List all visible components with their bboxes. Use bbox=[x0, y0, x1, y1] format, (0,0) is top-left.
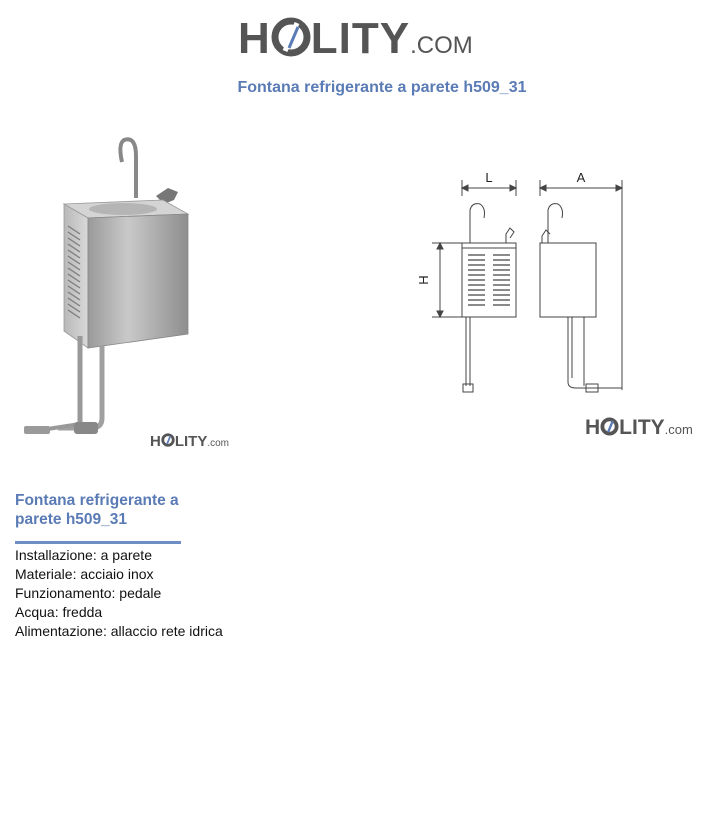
title-divider bbox=[15, 541, 181, 544]
spec-operation: Funzionamento: pedale bbox=[15, 585, 162, 601]
page-title: Fontana refrigerante a parete h509_31 bbox=[237, 79, 527, 96]
logo-o-icon bbox=[271, 14, 311, 64]
drawing-watermark-logo bbox=[585, 416, 693, 440]
product-title: Fontana refrigerante a parete h509_31 bbox=[15, 492, 179, 528]
photo-watermark-logo bbox=[150, 433, 229, 450]
photo-logo-o-icon bbox=[161, 433, 175, 450]
dimension-label-a: A bbox=[576, 170, 586, 185]
dimension-label-h: H bbox=[416, 275, 431, 285]
drawing-logo-com: .com bbox=[664, 422, 693, 437]
logo-letter-h: H bbox=[238, 14, 271, 63]
holity-logo[interactable] bbox=[238, 14, 473, 64]
dimension-label-l: L bbox=[485, 170, 493, 185]
spec-installation: Installazione: a parete bbox=[15, 547, 152, 563]
photo-logo-h: H bbox=[150, 433, 161, 450]
logo-com: .COM bbox=[410, 32, 473, 59]
photo-logo-letters: LITY bbox=[174, 433, 208, 450]
logo-letters: LITY bbox=[310, 14, 411, 63]
photo-logo-com: .com bbox=[207, 438, 230, 449]
spec-supply: Alimentazione: allaccio rete idrica bbox=[15, 623, 223, 639]
product-photo bbox=[18, 126, 248, 456]
drawing-logo-o-icon bbox=[600, 416, 619, 440]
drawing-logo-h: H bbox=[585, 416, 601, 439]
technical-drawing bbox=[410, 160, 710, 450]
spec-material: Materiale: acciaio inox bbox=[15, 566, 154, 582]
spec-list bbox=[15, 546, 223, 641]
spec-water: Acqua: fredda bbox=[15, 604, 103, 620]
drawing-logo-letters: LITY bbox=[619, 416, 665, 439]
